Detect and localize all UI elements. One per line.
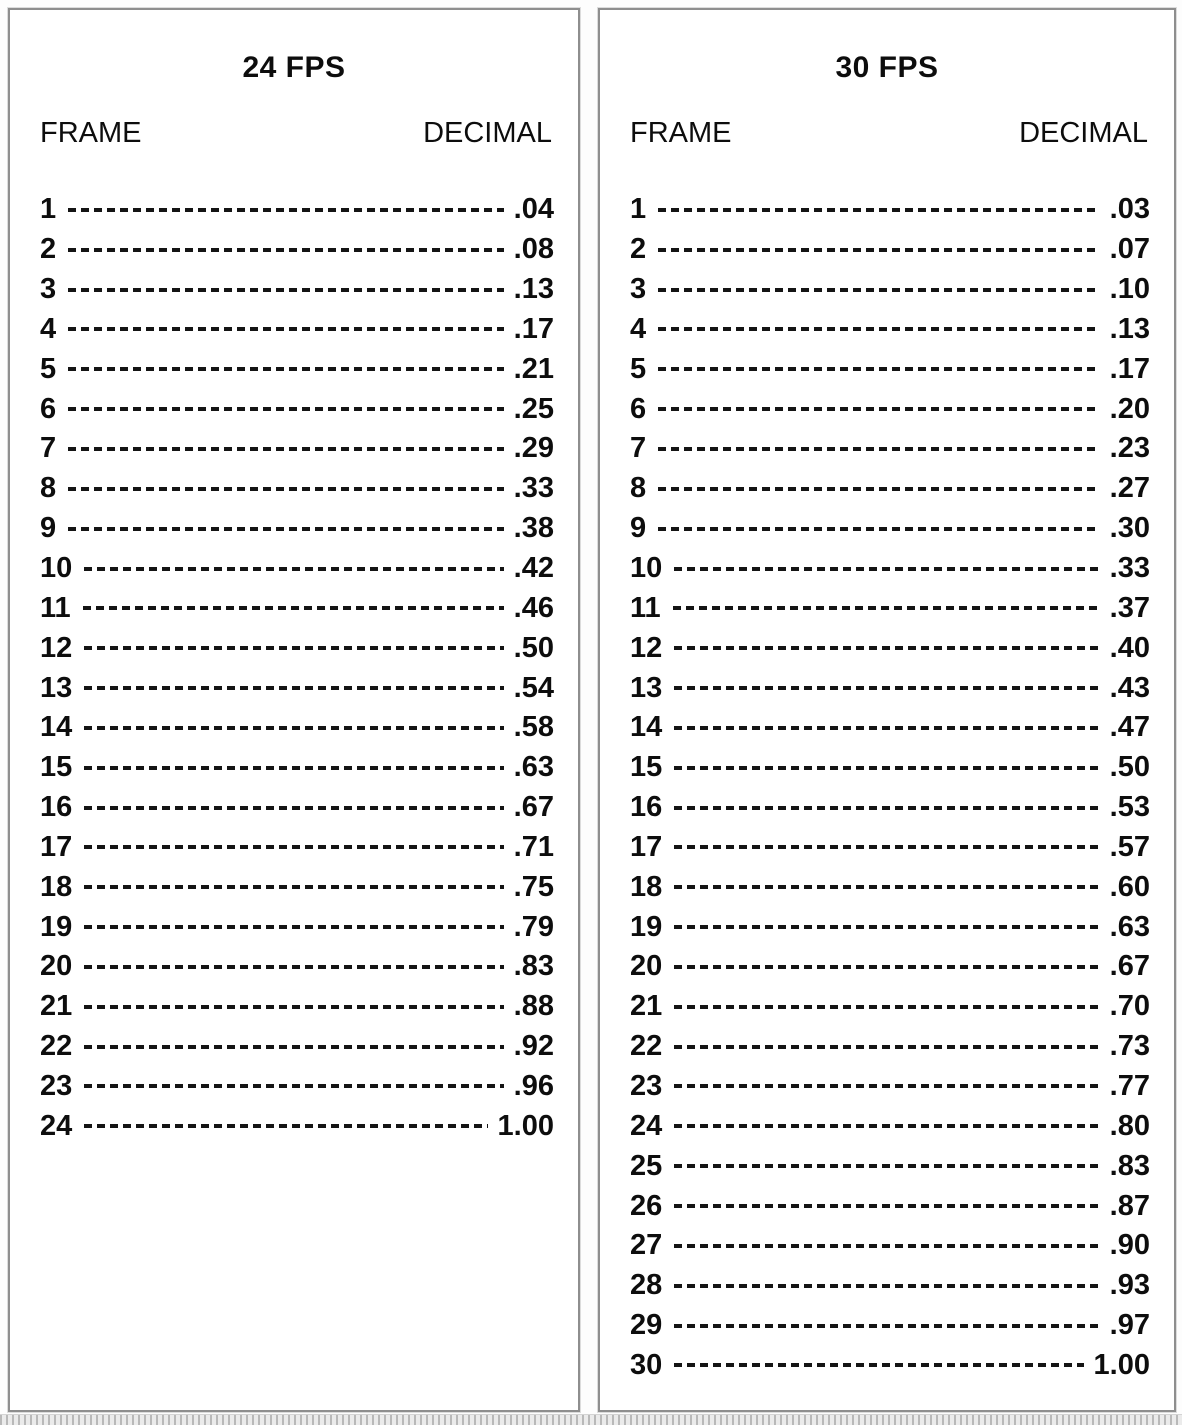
decimal-value: .30 [1109, 512, 1150, 545]
frame-number: 19 [630, 910, 663, 943]
frame-number: 16 [40, 791, 73, 824]
table-row [630, 668, 1150, 708]
decimal-value: .83 [513, 950, 554, 983]
decimal-value: 1.00 [497, 1109, 554, 1142]
decimal-value: .33 [1109, 552, 1150, 585]
frame-number: 13 [630, 671, 663, 704]
decimal-value: .03 [1109, 193, 1150, 226]
decimal-value: .87 [1109, 1189, 1150, 1222]
decimal-value: .67 [513, 791, 554, 824]
dash-leader [84, 1084, 503, 1088]
table-row [630, 907, 1150, 947]
decimal-value: .23 [1109, 432, 1150, 465]
decimal-value: .37 [1109, 591, 1150, 624]
decimal-value: .57 [1109, 830, 1150, 863]
table-row [40, 1027, 554, 1067]
frame-number: 24 [40, 1109, 73, 1142]
table-row [630, 270, 1150, 310]
table-row [630, 1106, 1150, 1146]
frame-number: 29 [630, 1309, 663, 1342]
dash-leader [674, 1005, 1099, 1009]
frame-number: 19 [40, 910, 73, 943]
table-row [630, 987, 1150, 1027]
decimal-value: .58 [513, 711, 554, 744]
decimal-value: .17 [1109, 352, 1150, 385]
table-row [630, 190, 1150, 230]
dash-leader [84, 885, 503, 889]
table-row [40, 668, 554, 708]
frame-number: 1 [40, 193, 57, 226]
table-row [630, 429, 1150, 469]
dash-leader [658, 248, 1100, 252]
decimal-value: .43 [1109, 671, 1150, 704]
frame-number: 7 [630, 432, 647, 465]
dash-leader [68, 288, 504, 292]
table-row [40, 190, 554, 230]
decimal-value: .77 [1109, 1069, 1150, 1102]
frame-number: 22 [40, 1030, 73, 1063]
table-row [40, 947, 554, 987]
frame-number: 9 [630, 512, 647, 545]
dash-leader [84, 1005, 503, 1009]
decimal-value: .07 [1109, 233, 1150, 266]
dash-leader [674, 567, 1099, 571]
frame-number: 2 [40, 233, 57, 266]
dash-leader [658, 487, 1100, 491]
decimal-value: .63 [1109, 910, 1150, 943]
dash-leader [674, 646, 1099, 650]
table-row [40, 867, 554, 907]
table-row [630, 1146, 1150, 1186]
table-row [630, 509, 1150, 549]
decimal-value: .73 [1109, 1030, 1150, 1063]
decimal-value: .92 [513, 1030, 554, 1063]
table-row [40, 230, 554, 270]
frame-number: 16 [630, 791, 663, 824]
dash-leader [658, 407, 1100, 411]
decimal-value: .40 [1109, 631, 1150, 664]
dash-leader [84, 845, 503, 849]
dash-leader [658, 367, 1100, 371]
table-row [40, 987, 554, 1027]
frame-number: 22 [630, 1030, 663, 1063]
decimal-value: .70 [1109, 990, 1150, 1023]
table-row [40, 509, 554, 549]
table-row [40, 1067, 554, 1107]
table-row [630, 708, 1150, 748]
column-headers [630, 117, 1148, 150]
dash-leader [68, 487, 504, 491]
table-row [40, 708, 554, 748]
frame-number: 10 [630, 552, 663, 585]
decimal-value: .13 [513, 273, 554, 306]
table-row [630, 628, 1150, 668]
dash-leader [84, 965, 503, 969]
frame-number: 21 [630, 990, 663, 1023]
frame-number: 14 [40, 711, 73, 744]
table-row [630, 310, 1150, 350]
fps-24-table-panel [8, 8, 580, 1412]
decimal-value: .79 [513, 910, 554, 943]
dash-leader [658, 288, 1100, 292]
frame-number: 27 [630, 1229, 663, 1262]
table-row [40, 389, 554, 429]
frame-number: 9 [40, 512, 57, 545]
decimal-value: 1.00 [1093, 1348, 1150, 1381]
table-row [630, 230, 1150, 270]
frame-number: 3 [630, 273, 647, 306]
dash-leader [674, 845, 1099, 849]
dash-leader [674, 1164, 1099, 1168]
frame-number: 12 [630, 631, 663, 664]
dash-leader [84, 806, 503, 810]
dash-leader [68, 248, 504, 252]
frame-number: 20 [630, 950, 663, 983]
frame-number: 15 [40, 751, 73, 784]
frame-number: 11 [40, 591, 71, 624]
table-row [40, 588, 554, 628]
dash-leader [673, 606, 1100, 610]
decimal-value: .04 [513, 193, 554, 226]
dash-leader [658, 447, 1100, 451]
table-row [630, 748, 1150, 788]
dash-leader [84, 567, 503, 571]
frame-number: 25 [630, 1149, 663, 1182]
dash-leader [674, 1124, 1099, 1128]
dash-leader [68, 407, 504, 411]
dash-leader [674, 885, 1099, 889]
table-row [630, 1067, 1150, 1107]
table-row [40, 828, 554, 868]
frame-number: 7 [40, 432, 57, 465]
dash-leader [68, 367, 504, 371]
dash-leader [68, 327, 504, 331]
panel-title-24fps: 24 FPS [242, 51, 346, 84]
table-row [40, 788, 554, 828]
dash-leader [68, 527, 504, 531]
table-row [40, 907, 554, 947]
dash-leader [84, 726, 503, 730]
decimal-value: .67 [1109, 950, 1150, 983]
decimal-value: .38 [513, 512, 554, 545]
table-row [630, 1345, 1150, 1385]
table-row [40, 429, 554, 469]
decimal-value: .88 [513, 990, 554, 1023]
frame-number: 5 [630, 352, 647, 385]
dash-leader [83, 606, 504, 610]
table-row [630, 588, 1150, 628]
frame-number: 3 [40, 273, 57, 306]
dash-leader [674, 1045, 1099, 1049]
table-row [40, 349, 554, 389]
frame-number: 8 [630, 472, 647, 505]
table-row [630, 349, 1150, 389]
dash-leader [674, 726, 1099, 730]
frame-number: 17 [630, 830, 663, 863]
frame-column-header: FRAME [40, 117, 142, 149]
table-row [630, 867, 1150, 907]
decimal-value: .80 [1109, 1109, 1150, 1142]
frame-number: 23 [630, 1069, 663, 1102]
frame-number: 10 [40, 552, 73, 585]
dash-leader [674, 1324, 1099, 1328]
table-row [630, 1027, 1150, 1067]
frame-number: 8 [40, 472, 57, 505]
frame-number: 30 [630, 1348, 663, 1381]
dash-leader [84, 1124, 487, 1128]
dash-leader [84, 686, 503, 690]
dash-leader [674, 806, 1099, 810]
table-row [630, 828, 1150, 868]
cropped-bottom-divider [0, 1414, 1182, 1425]
frame-number: 14 [630, 711, 663, 744]
decimal-value: .54 [513, 671, 554, 704]
frame-number: 21 [40, 990, 73, 1023]
decimal-value: .17 [513, 312, 554, 345]
decimal-value: .13 [1109, 312, 1150, 345]
frame-number: 18 [40, 870, 73, 903]
table-row [630, 1266, 1150, 1306]
dash-leader [84, 925, 503, 929]
table-row [40, 628, 554, 668]
decimal-value: .71 [513, 830, 554, 863]
decimal-value: .60 [1109, 870, 1150, 903]
table-row [40, 310, 554, 350]
dash-leader [674, 1284, 1099, 1288]
decimal-value: .08 [513, 233, 554, 266]
frame-number: 4 [40, 312, 57, 345]
frame-number: 20 [40, 950, 73, 983]
dash-leader [68, 208, 504, 212]
frame-number: 2 [630, 233, 647, 266]
dash-leader [84, 1045, 503, 1049]
decimal-value: .53 [1109, 791, 1150, 824]
table-row [40, 469, 554, 509]
decimal-value: .90 [1109, 1229, 1150, 1262]
decimal-value: .47 [1109, 711, 1150, 744]
frame-number: 5 [40, 352, 57, 385]
frame-number: 26 [630, 1189, 663, 1222]
fps-30-table-panel [598, 8, 1176, 1412]
table-row [630, 1226, 1150, 1266]
decimal-value: .20 [1109, 392, 1150, 425]
frame-number: 13 [40, 671, 73, 704]
dash-leader [674, 925, 1099, 929]
decimal-value: .75 [513, 870, 554, 903]
dash-leader [84, 646, 503, 650]
decimal-value: .97 [1109, 1309, 1150, 1342]
table-rows-30fps [630, 190, 1150, 1385]
decimal-value: .21 [513, 352, 554, 385]
dash-leader [658, 327, 1100, 331]
decimal-column-header: DECIMAL [1019, 117, 1148, 149]
decimal-value: .10 [1109, 273, 1150, 306]
dash-leader [674, 1204, 1099, 1208]
decimal-value: .96 [513, 1069, 554, 1102]
frame-number: 12 [40, 631, 73, 664]
column-headers [40, 117, 552, 150]
decimal-value: .50 [513, 631, 554, 664]
table-row [630, 788, 1150, 828]
frame-number: 28 [630, 1269, 663, 1302]
dash-leader [674, 1084, 1099, 1088]
table-row [40, 748, 554, 788]
panel-title-30fps: 30 FPS [835, 51, 939, 84]
table-row [630, 469, 1150, 509]
table-row [40, 270, 554, 310]
table-rows-24fps [40, 190, 554, 1146]
table-row [40, 549, 554, 589]
table-row [40, 1106, 554, 1146]
dash-leader [658, 527, 1100, 531]
dash-leader [68, 447, 504, 451]
table-row [630, 1186, 1150, 1226]
decimal-value: .25 [513, 392, 554, 425]
frame-number: 18 [630, 870, 663, 903]
frame-number: 17 [40, 830, 73, 863]
dash-leader [658, 208, 1100, 212]
decimal-value: .63 [513, 751, 554, 784]
dash-leader [674, 965, 1099, 969]
table-row [630, 389, 1150, 429]
frame-number: 4 [630, 312, 647, 345]
table-row [630, 1306, 1150, 1346]
decimal-value: .46 [513, 591, 554, 624]
decimal-column-header: DECIMAL [423, 117, 552, 149]
frame-number: 1 [630, 193, 647, 226]
dash-leader [674, 1363, 1083, 1367]
decimal-value: .33 [513, 472, 554, 505]
frame-number: 11 [630, 591, 661, 624]
dash-leader [674, 686, 1099, 690]
frame-column-header: FRAME [630, 117, 732, 149]
dash-leader [84, 766, 503, 770]
table-row [630, 549, 1150, 589]
frame-number: 6 [40, 392, 57, 425]
decimal-value: .29 [513, 432, 554, 465]
dash-leader [674, 1244, 1099, 1248]
frame-number: 15 [630, 751, 663, 784]
frame-number: 6 [630, 392, 647, 425]
dash-leader [674, 766, 1099, 770]
decimal-value: .42 [513, 552, 554, 585]
decimal-value: .50 [1109, 751, 1150, 784]
table-row [630, 947, 1150, 987]
decimal-value: .93 [1109, 1269, 1150, 1302]
decimal-value: .27 [1109, 472, 1150, 505]
frame-number: 24 [630, 1109, 663, 1142]
frame-number: 23 [40, 1069, 73, 1102]
decimal-value: .83 [1109, 1149, 1150, 1182]
